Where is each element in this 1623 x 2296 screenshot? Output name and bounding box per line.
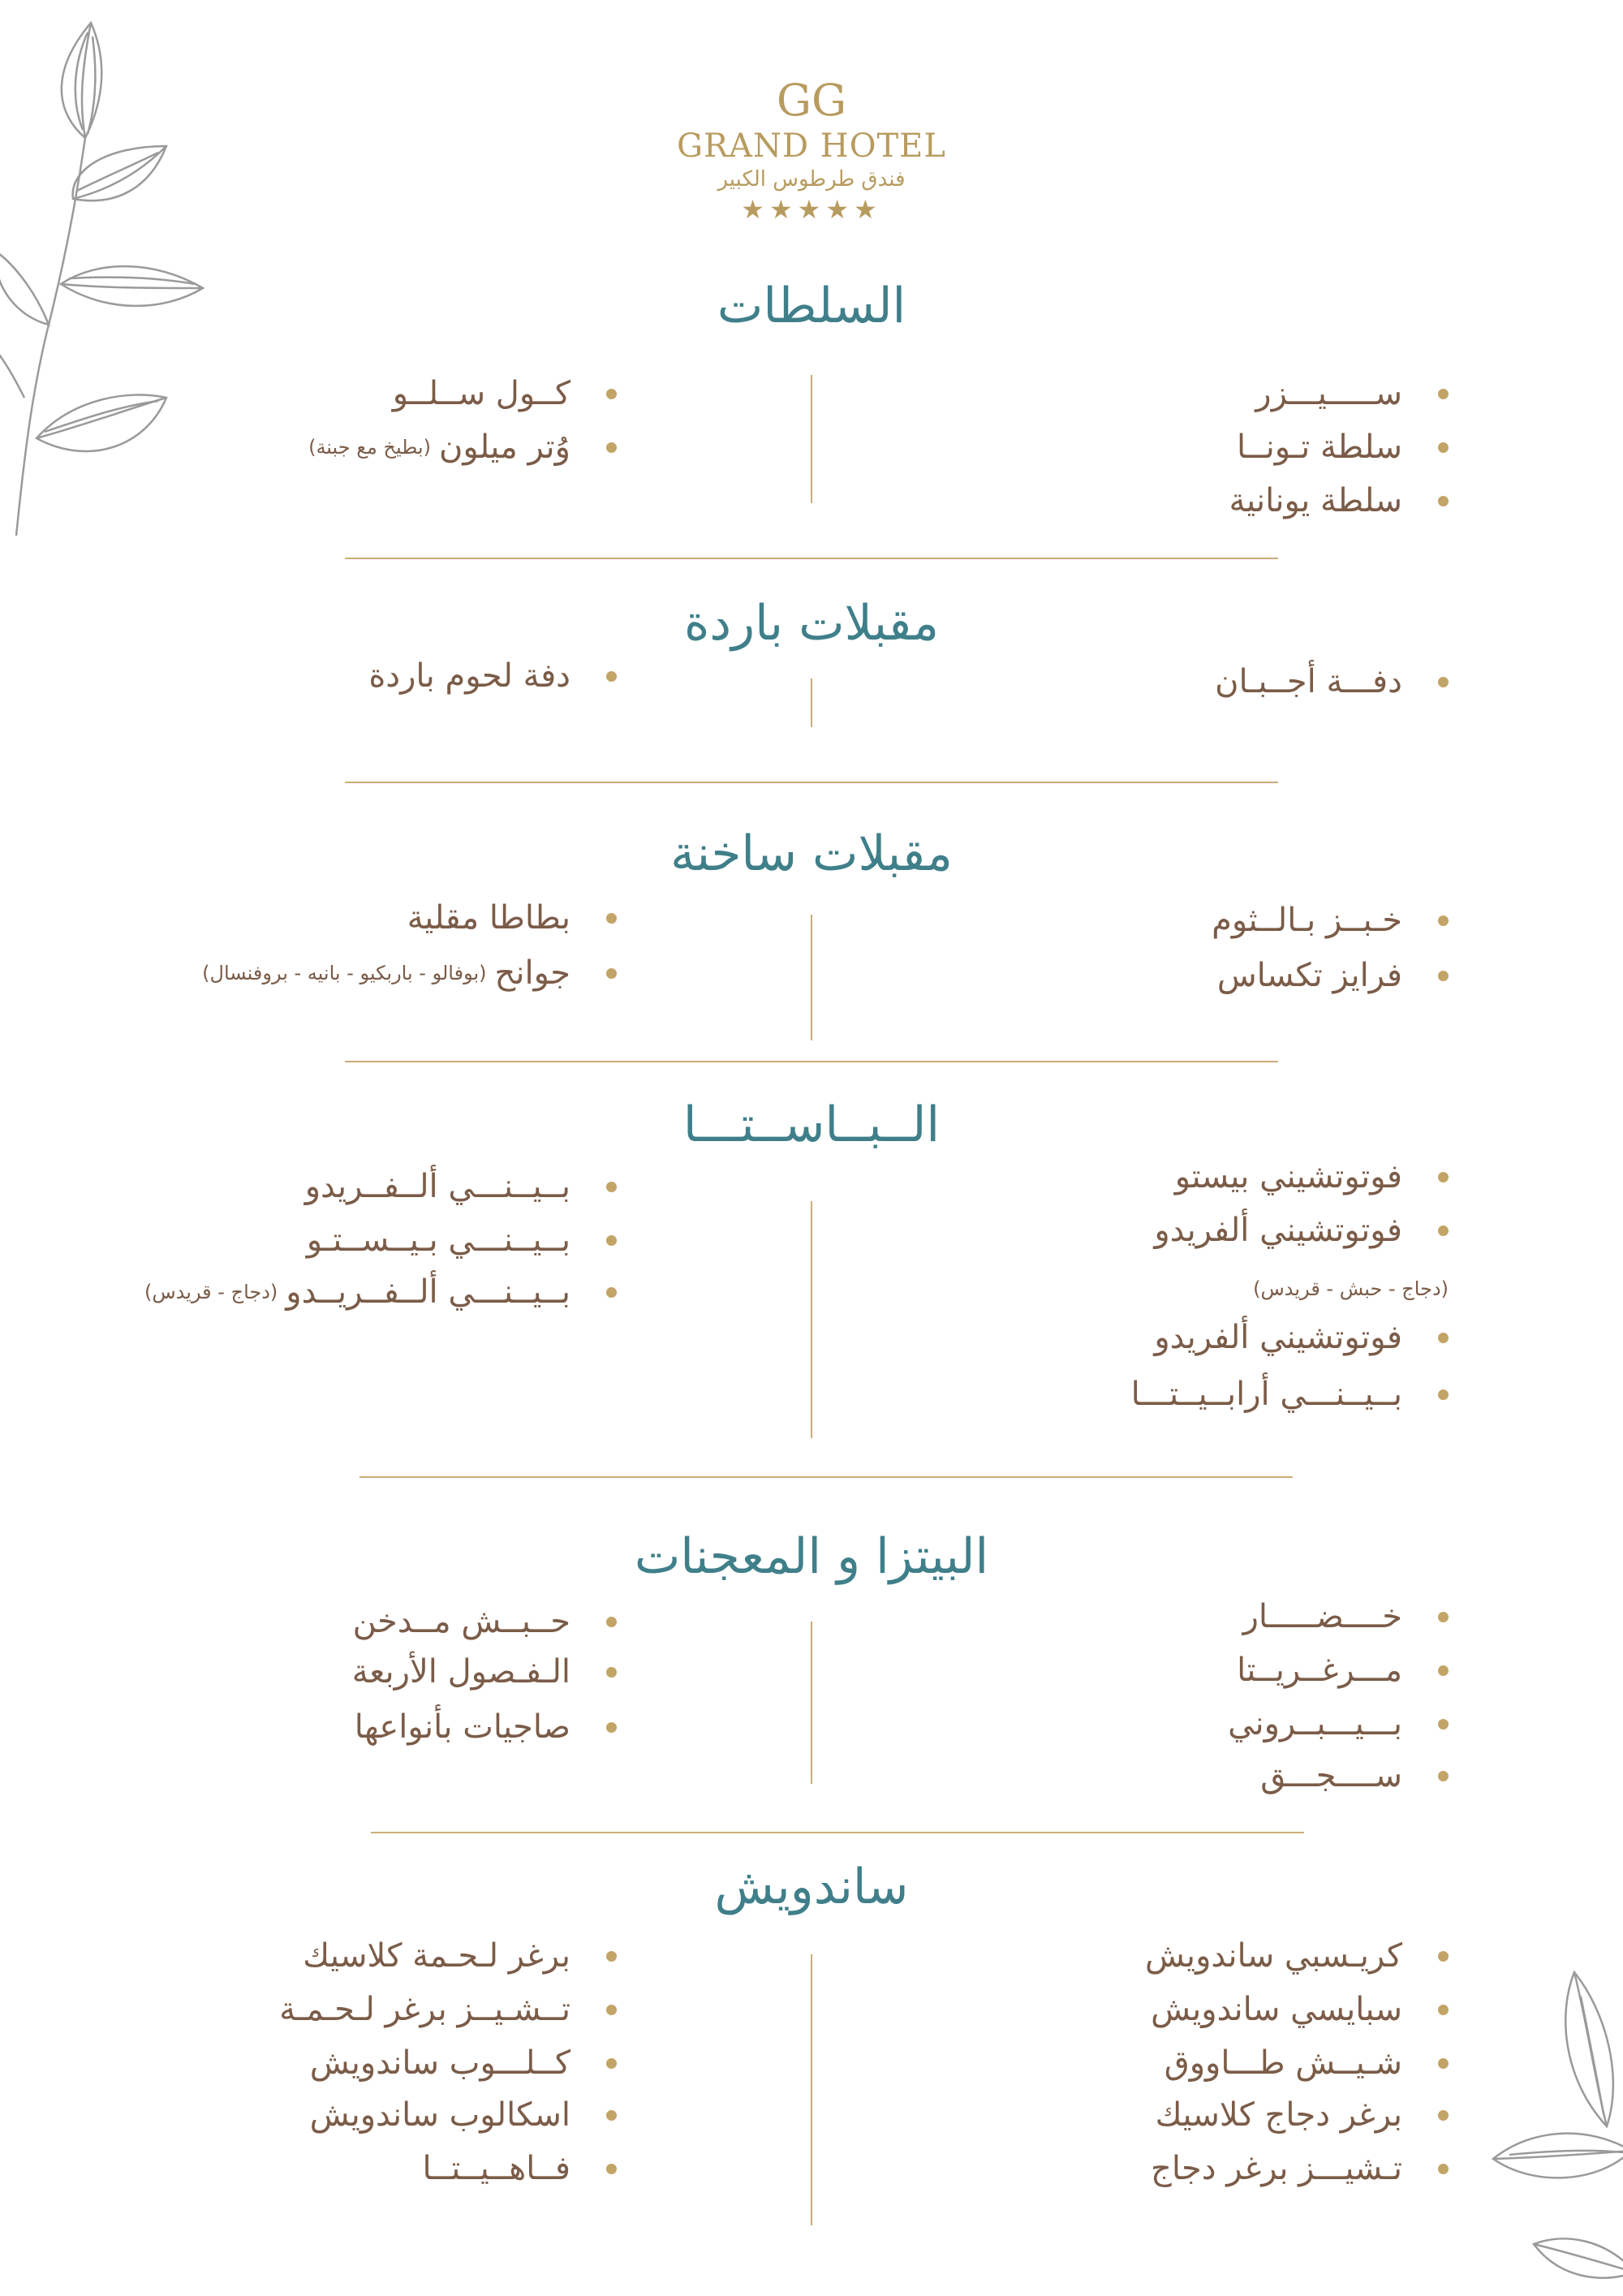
bullet-icon [1438,1665,1449,1676]
column-divider [811,915,812,1040]
bullet-icon [1438,442,1449,453]
column-divider [811,375,812,503]
menu-item [1175,1152,1449,1201]
bullet-icon [606,671,617,682]
item-name: بــيــنـــي ألــفــريــدو [286,1273,570,1311]
hotel-monogram-icon [775,75,848,123]
menu-item [423,2144,617,2193]
section-title-sandwiches: ساندويش [714,1859,909,1915]
item-name: شـيــش طـــاووق [1164,2044,1402,2082]
menu-item [1165,2039,1449,2087]
bullet-icon [606,2058,617,2069]
menu-item [1229,476,1449,525]
section-title-pasta: الــبــاســتـــا [682,1096,941,1153]
item-name: دفة لحوم باردة [368,657,570,695]
menu-item [1154,1206,1449,1255]
hotel-stars: ★★★★★ [741,194,882,225]
menu-item [1151,1985,1449,2034]
bullet-icon [606,2164,617,2174]
section-title-salads: السلطات [717,278,906,334]
item-note: (دجاج - حبش - قريدس) [1253,1277,1449,1300]
hotel-name-ar: فندق طرطوس الكبير [717,167,906,192]
menu-item [353,1597,617,1646]
menu-item [310,2091,617,2139]
section-divider [345,782,1278,783]
section-divider [359,1476,1293,1478]
item-name: خـبــز بـالــثوم [1212,902,1402,939]
bullet-icon [1438,2110,1449,2121]
menu-item [279,1985,617,2034]
item-note: (بوفالو - باربكيو - بانيه - بروفنسال) [202,962,487,984]
bullet-icon [606,1951,617,1962]
bullet-icon [1438,971,1449,981]
item-name: بـــيـــبــروني [1228,1705,1402,1742]
bullet-icon [1438,1172,1449,1182]
menu-item [1255,369,1449,418]
hotel-name-en: GRAND HOTEL [677,127,946,165]
menu-item [1131,1370,1449,1419]
bullet-icon [606,1667,617,1678]
item-name: ســــجـــق [1260,1757,1402,1794]
bullet-icon [606,2110,617,2121]
item-note: (بطيخ مع جبنة) [308,436,431,459]
column-divider [811,678,812,727]
bullet-icon [1438,2005,1449,2015]
item-name: فوتوتشيني ألفريدو [1154,1319,1402,1356]
item-name: الـفـصول الأربعة [351,1653,570,1691]
item-name: بــيــنـــي أرابــيــتـــا [1130,1376,1402,1413]
monogram-text: GG [776,75,847,123]
item-name: حــبــش مــدخن [352,1603,570,1640]
bullet-icon [1438,389,1449,399]
menu-item [1217,951,1449,1000]
bullet-icon [606,1235,617,1246]
item-name: بطاطا مقلية [407,899,570,937]
bullet-icon [606,913,617,924]
item-name: وُتر ميلون [438,429,570,466]
bullet-icon [606,389,617,399]
item-name: اسكالوب ساندويش [309,2096,570,2134]
section-title-hot-appetizers: مقبلات ساخنة [670,825,953,882]
menu-item [1243,1592,1449,1641]
bullet-icon [1438,1612,1449,1622]
item-name: جوانح [494,954,570,992]
menu-item [368,652,617,700]
section-divider [371,1832,1304,1833]
menu-item [355,1703,617,1751]
item-name: ســـــيـــزر [1255,375,1402,412]
menu-item [308,423,617,472]
section-title-pizza: البيتزا و المعجنات [634,1528,989,1585]
item-name: فــاهــيــتــا [422,2150,570,2187]
bullet-icon [1438,2164,1449,2174]
item-name: برغر لـحـمة كلاسيك [303,1937,570,1975]
bullet-icon [1438,496,1449,506]
menu-item [407,894,617,942]
menu-item [1151,2144,1449,2193]
item-name: سبايسي ساندويش [1151,1991,1402,2028]
item-name: فرايز تكساس [1216,957,1402,994]
bullet-icon [606,2005,617,2015]
section-title-cold-appetizers: مقبلات باردة [683,595,940,652]
menu-item [352,1648,617,1696]
menu-item [1156,2091,1449,2139]
menu-item [305,1162,617,1211]
item-name: بــيــنـــي بـيــســتـو [306,1221,570,1259]
bullet-icon [606,1182,617,1192]
item-name: بــيــنـــي ألــفــريدو [304,1168,570,1205]
section-divider [345,558,1278,559]
menu-item [307,1216,617,1264]
bullet-icon [606,1722,617,1733]
column-divider [811,1954,812,2225]
column-divider [811,1201,812,1438]
item-name: فوتوتشيني بيستو [1174,1158,1402,1195]
menu-item [1212,896,1449,945]
bullet-icon [1438,2058,1449,2069]
menu-item [393,369,617,418]
item-name: كــلـــوب ساندويش [309,2044,570,2082]
bullet-icon [1438,1719,1449,1730]
bullet-icon [606,442,617,453]
menu-item [1215,657,1449,706]
menu-item [303,1932,617,1980]
bullet-icon [1438,1389,1449,1400]
menu-item [1154,1313,1449,1362]
section-divider [345,1061,1278,1062]
hotel-logo [0,75,1623,226]
menu-item [1260,1751,1449,1800]
menu-item [310,2039,617,2087]
item-name: كــول ســلــو [392,375,570,412]
item-name: سلطة يونانية [1229,482,1402,519]
item-name: خــــضـــــار [1242,1598,1402,1635]
leaf-decoration-bottom-right-icon [1485,1964,1623,2296]
menu-item [202,949,617,997]
bullet-icon [606,1287,617,1298]
menu-item [144,1268,617,1316]
menu-item [1237,423,1449,472]
bullet-icon [1438,1951,1449,1962]
item-name: فوتوتشيني ألفريدو [1154,1212,1402,1249]
menu-item [1237,1646,1449,1695]
item-name: صاجيات بأنواعها [354,1708,570,1746]
item-name: سلطة تـونــا [1236,429,1402,466]
item-note: (دجاج - قريدس) [144,1281,278,1303]
item-name: كريـسبي ساندويش [1144,1937,1402,1975]
bullet-icon [1438,677,1449,687]
column-divider [811,1622,812,1784]
item-name: تــشـيــز برغر لـحـمـة [279,1991,570,2028]
bullet-icon [1438,1333,1449,1343]
bullet-icon [1438,1771,1449,1781]
bullet-icon [1438,1226,1449,1236]
item-name: برغر دجاج كلاسيك [1155,2096,1402,2134]
bullet-icon [606,968,617,979]
menu-item [1228,1699,1449,1748]
bullet-icon [1438,915,1449,926]
item-name: دفـــة أجــبـان [1215,663,1402,700]
item-name: مـــرغــريــتا [1237,1652,1402,1689]
menu-item [1145,1932,1449,1980]
item-name: تـشيـــز برغر دجاج [1151,2150,1402,2187]
bullet-icon [606,1617,617,1627]
